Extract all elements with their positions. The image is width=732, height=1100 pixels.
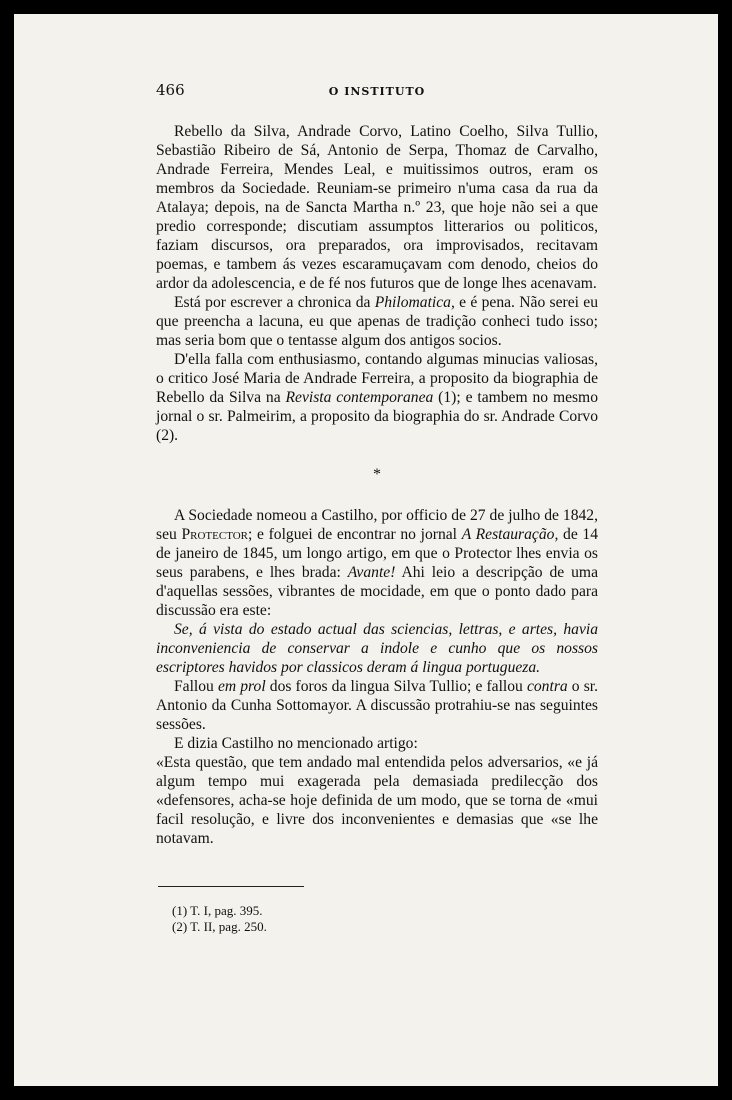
page-number: 466 — [156, 81, 185, 99]
paragraph-5-italic-topic: Se, á vista do estado actual das sciencias, lettras, e artes, havia inconveniencia de conservar a indole e cunho que os nossos escriptores havidos por classicos deram á lingua portugueza. — [156, 621, 598, 676]
paragraph-4: A Sociedade nomeou a Castilho, por officio de 27 de julho de 1842, seu Protector; e folguei de encontrar no jornal A Restauração, de 14 de janeiro de 1845, um longo artigo, em que o Protector lhes envia os seus parabens, e lhes brada: Avante! Ahi leio a descripção de uma d'aquellas sessões, vibrantes de mocidade, em que o ponto dado para discussão era este: — [156, 507, 599, 619]
main-text — [156, 122, 598, 848]
footnote-1: (1) T. I, pag. 395. — [172, 903, 263, 918]
footnote-2: (2) T. II, pag. 250. — [172, 919, 267, 934]
paragraph-8-quote: «Esta questão, que tem andado mal entendida pelos adversarios, «e já algum tempo mui exagerada pela demasiada predilecção dos «defensores, acha-se hoje definida de um modo, que se torna de «mui facil resolução, e livre dos inconvenientes e demasias que «se lhe notavam. — [156, 754, 598, 847]
paragraph-2: Está por escrever a chronica da Philomatica, e é pena. Não serei eu que preencha a lacuna, eu que apenas de tradição conheci tudo isso; mas seria bom que o tentasse algum dos antigos socios. — [156, 294, 599, 349]
paragraph-7: E dizia Castilho no mencionado artigo: — [174, 735, 418, 752]
paragraph-3: D'ella falla com enthusiasmo, contando algumas minucias valiosas, o critico José Maria de Andrade Ferreira, a proposito da biographia de Rebello da Silva na Revista contemporanea (1); e tambem no mesmo jornal o sr. Palmeirim, a proposito da biographia do sr. Andrade Corvo (2). — [156, 351, 598, 444]
footnotes — [156, 886, 598, 935]
footnote-rule — [158, 886, 304, 887]
running-title: O INSTITUTO — [328, 85, 426, 98]
paragraph-6: Fallou em prol dos foros da lingua Silva Tullio; e fallou contra o sr. Antonio da Cunha Sottomayor. A discussão protrahiu-se nas seguintes sessões. — [156, 678, 598, 733]
paragraph-1: Rebello da Silva, Andrade Corvo, Latino Coelho, Silva Tullio, Sebastião Ribeiro de Sá, Antonio de Serpa, Thomaz de Carvalho, Andrade Ferreira, Mendes Leal, e muitissimos outros, eram os membros da Sociedade. Reuniam-se primeiro n'uma casa da rua da Atalaya; depois, na de Sancta Martha n.º 23, que hoje não sei a que predio corresponde; discutiam assumptos litterarios ou politicos, faziam discursos, ora preparados, ora improvisados, recitavam poemas, e tambem ás vezes escaramuçavam com denodo, cheios do ardor da adolescencia, e de fé nos futuros que de longe lhes acenavam. — [156, 123, 598, 292]
section-separator: * — [373, 466, 381, 483]
